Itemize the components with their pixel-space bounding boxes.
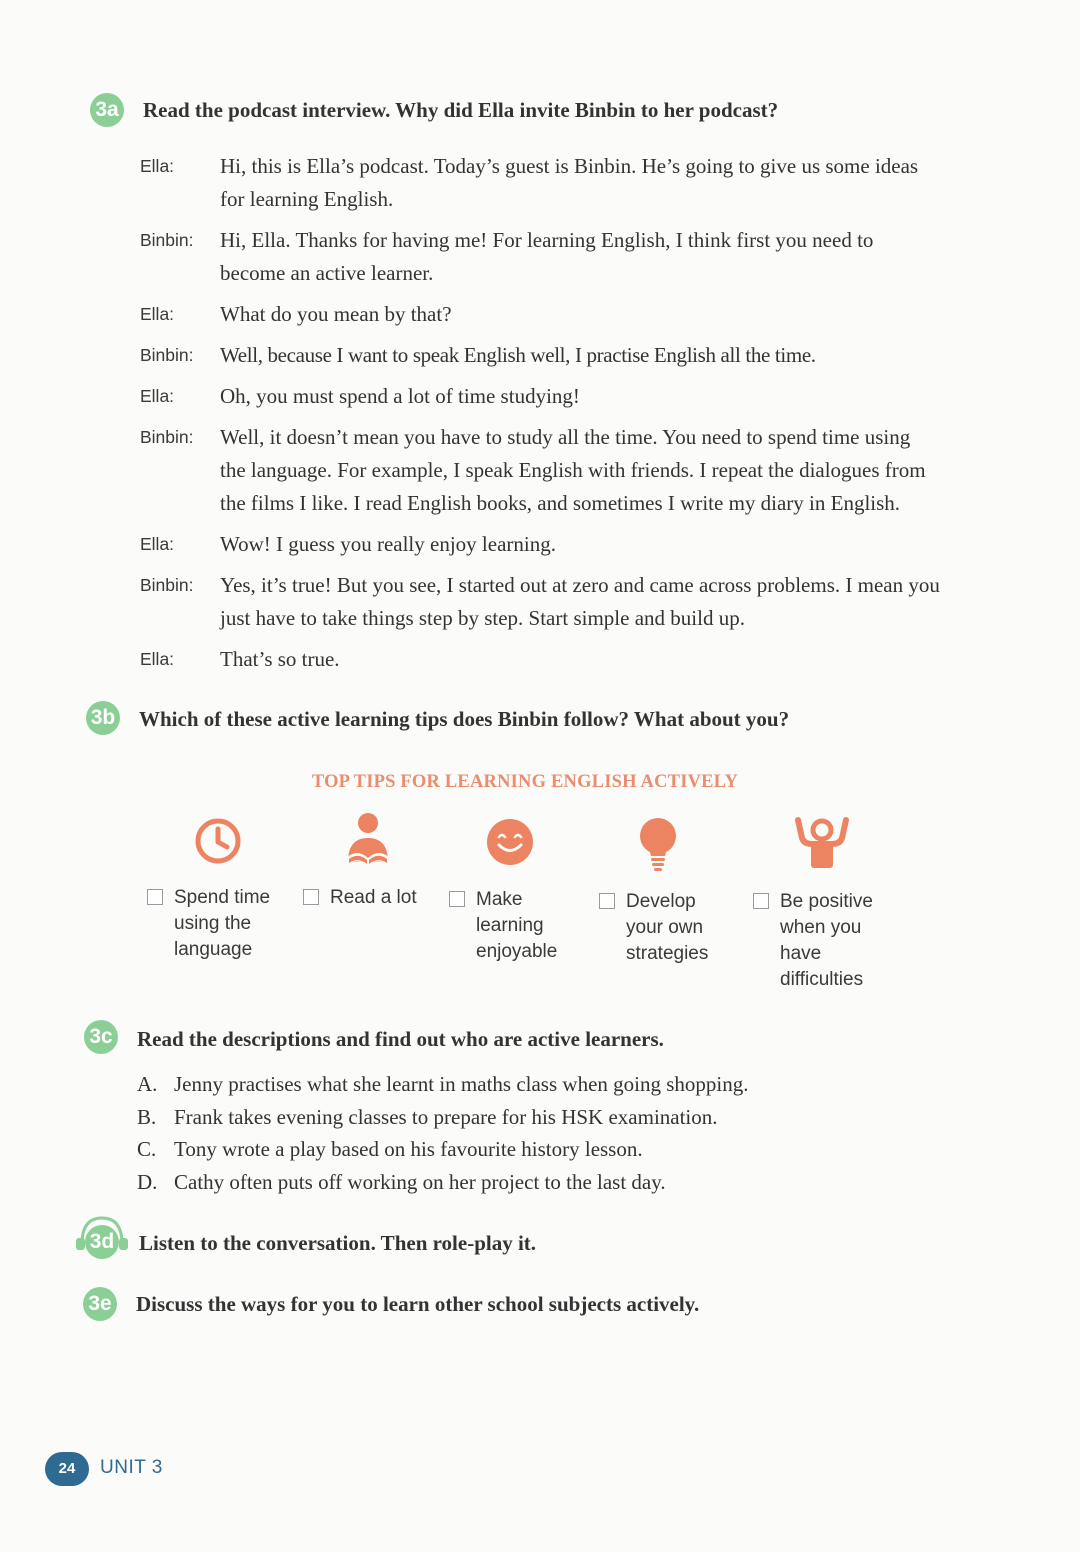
section-badge-3b: 3b [86,701,120,735]
section-badge-3d: 3d [85,1225,119,1259]
tips-heading: TOP TIPS FOR LEARNING ENGLISH ACTIVELY [311,772,739,792]
speaker-name: Binbin: [140,345,194,365]
dialogue-line [140,569,940,635]
tip-checkbox[interactable] [753,893,769,909]
option-letter: A. [137,1072,158,1096]
speaker-name: Binbin: [140,230,194,250]
dialogue-line [140,380,940,413]
unit-label: UNIT 3 [100,1457,163,1478]
utterance: Well, because I want to speak English well, I practise English all the time. [220,343,816,367]
speaker-name: Ella: [140,649,175,669]
utterance: Yes, it’s true! But you see, I started out at zero and came across problems. I mean you just have to take things step by step. Start simple and build up. [220,573,940,630]
option-text: Jenny practises what she learnt in maths class when going shopping. [174,1072,749,1096]
speaker-name: Ella: [140,304,175,324]
tip-checkbox[interactable] [147,889,163,905]
section-3e-title: Discuss the ways for you to learn other school subjects actively. [136,1292,700,1316]
speaker-name: Ella: [140,386,175,406]
speaker-name: Ella: [140,156,175,176]
speaker-name: Ella: [140,534,175,554]
learner-descriptions [137,1068,748,1198]
lightbulb-icon [628,812,688,874]
list-item [137,1101,748,1134]
tip-label: Develop your own strategies [626,891,709,964]
dialogue-line [140,643,940,676]
smiley-icon [480,812,540,874]
tip-be-positive [753,889,873,993]
page-number: 24 [45,1452,89,1486]
section-badge-3e: 3e [83,1287,117,1321]
section-3d-title: Listen to the conversation. Then role-play it. [139,1231,537,1255]
tip-read-a-lot [303,885,417,911]
tip-label: Be positive when you have difficulties [780,891,873,990]
utterance: Hi, this is Ella’s podcast. Today’s guest is Binbin. He’s going to give us some ideas for learning English. [220,154,919,211]
list-item [137,1133,748,1166]
option-letter: D. [137,1169,158,1194]
dialogue-line [140,528,940,561]
tip-label: Spend time using the language [174,887,271,960]
dialogue-line [140,224,940,290]
list-item [137,1068,748,1101]
utterance: What do you mean by that? [220,302,452,326]
dialogue-line [140,421,940,520]
dialogue-line [140,339,940,372]
section-3c-title: Read the descriptions and find out who are active learners. [137,1027,664,1051]
section-3a-title: Read the podcast interview. Why did Ella invite Binbin to her podcast? [143,98,779,122]
tip-checkbox[interactable] [303,889,319,905]
dialogue-line [140,150,940,216]
utterance: That’s so true. [220,647,340,671]
utterance: Oh, you must spend a lot of time studying! [220,384,580,408]
dialogue-line [140,298,940,331]
speaker-name: Binbin: [140,427,194,447]
tip-label: Make learning enjoyable [476,889,558,962]
reader-icon [338,810,398,872]
tip-checkbox[interactable] [599,893,615,909]
cheering-person-icon [790,812,850,874]
section-badge-3c: 3c [84,1020,118,1054]
option-text: Cathy often puts off working on her project to the last day. [174,1169,666,1194]
tip-checkbox[interactable] [449,891,465,907]
tip-spend-time [147,885,270,963]
tip-develop-strategies [599,889,708,967]
utterance: Wow! I guess you really enjoy learning. [220,532,556,556]
tip-label: Read a lot [330,887,417,908]
option-text: Frank takes evening classes to prepare for his HSK examination. [174,1104,718,1129]
section-3b-title: Which of these active learning tips does Binbin follow? What about you? [139,707,790,731]
list-item [137,1166,748,1199]
speaker-name: Binbin: [140,575,194,595]
utterance: Hi, Ella. Thanks for having me! For learning English, I think first you need to become an active learner. [220,228,874,285]
option-letter: B. [137,1104,157,1129]
utterance: Well, it doesn’t mean you have to study all the time. You need to spend time using the language. For example, I speak English with friends. I repeat the dialogues from the films I like. I read English books, and sometimes I write my diary in English. [220,425,926,515]
option-letter: C. [137,1137,157,1161]
clock-icon [188,812,248,874]
option-text: Tony wrote a play based on his favourite history lesson. [174,1137,643,1161]
section-badge-3a: 3a [90,93,124,127]
tip-make-enjoyable [449,887,557,965]
podcast-dialogue [140,150,940,684]
